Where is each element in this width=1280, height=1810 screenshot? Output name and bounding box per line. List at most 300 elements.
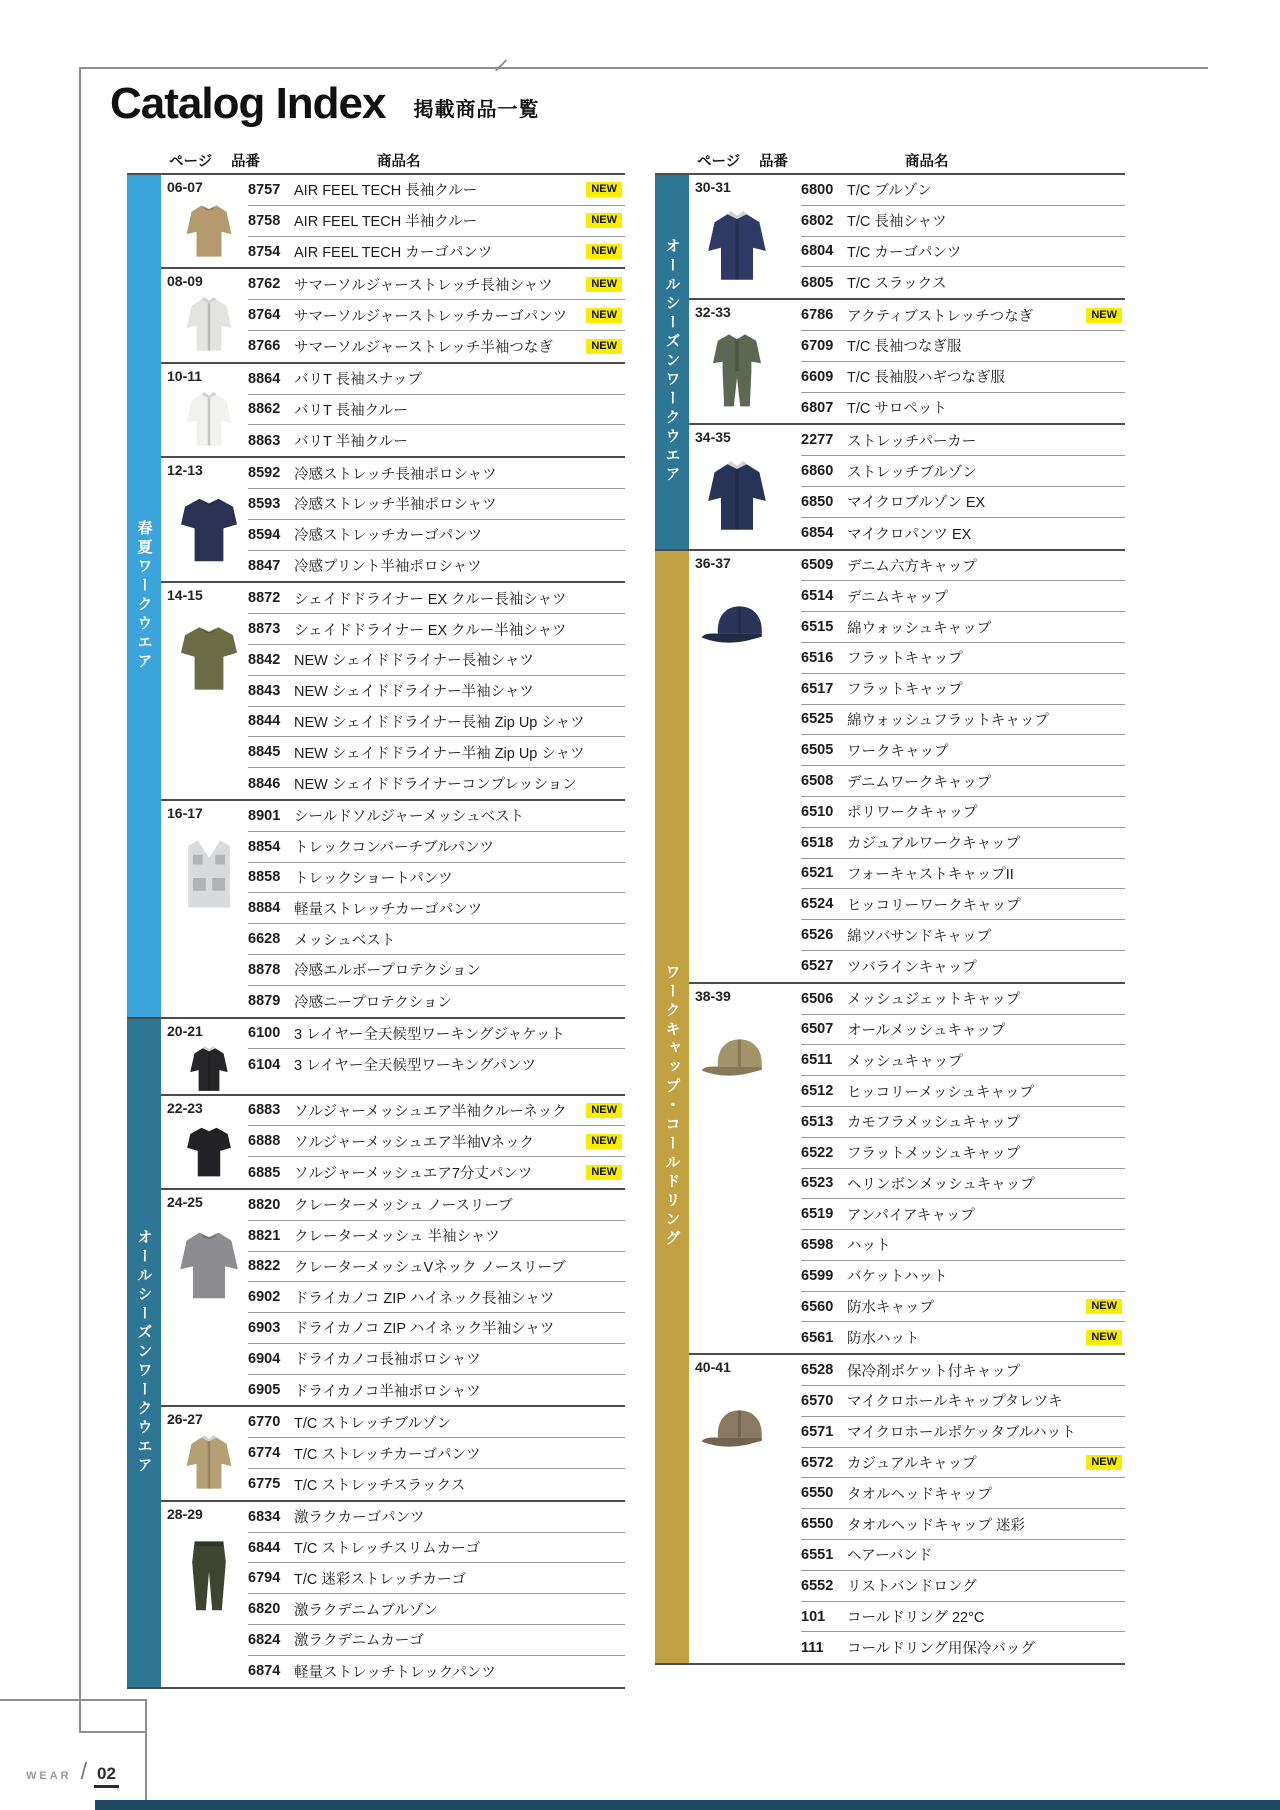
group-rows — [248, 1502, 625, 1687]
product-row — [248, 583, 625, 614]
corner-box-top-line — [0, 1699, 147, 1701]
group-rows — [248, 364, 625, 456]
product-row — [801, 237, 1125, 268]
product-name: サマーソルジャーストレッチ半袖つなぎ — [294, 339, 553, 356]
product-row — [248, 614, 625, 645]
product-code: 6552 — [801, 1577, 834, 1594]
page-range-label: 06-07 — [167, 179, 203, 195]
page-title: Catalog Index — [110, 79, 386, 128]
product-code: 6512 — [801, 1083, 834, 1099]
product-code: 6850 — [801, 493, 834, 510]
product-code: 6804 — [801, 243, 834, 260]
product-name: コールドリング用保冷バッグ — [847, 1641, 1035, 1658]
product-row — [248, 1563, 625, 1594]
group-label-cell — [161, 458, 248, 581]
section-label: オールシーズンワークウエア — [135, 1229, 153, 1477]
product-row — [801, 206, 1125, 237]
product-code: 111 — [801, 1639, 824, 1656]
product-group — [689, 1353, 1125, 1663]
product-code: 8872 — [248, 590, 281, 607]
group-label-cell — [161, 1407, 248, 1499]
footer-page-number: 02 — [94, 1764, 119, 1788]
product-group — [161, 1019, 625, 1094]
index-section — [127, 173, 625, 1017]
product-row — [248, 269, 625, 300]
product-code: 6516 — [801, 649, 834, 666]
product-code: 6844 — [248, 1539, 281, 1556]
product-row — [801, 1322, 1125, 1353]
product-row — [248, 425, 625, 456]
product-name: T/C ブルゾン — [847, 183, 932, 200]
section-groups — [689, 175, 1125, 549]
new-badge: NEW — [586, 339, 622, 354]
product-row — [248, 1533, 625, 1564]
product-code: 6802 — [801, 212, 834, 229]
group-rows — [248, 1190, 625, 1406]
page-range-label: 12-13 — [167, 462, 203, 479]
product-name: バリT 長袖クルー — [294, 402, 408, 419]
product-name: フラットメッシュキャップ — [847, 1146, 1021, 1163]
new-badge: NEW — [586, 182, 622, 197]
product-code: 8820 — [248, 1196, 281, 1213]
product-code: 8843 — [248, 682, 281, 699]
page-range-label: 10-11 — [167, 367, 203, 384]
product-row — [801, 1015, 1125, 1046]
product-name: ヘアーバンド — [847, 1548, 933, 1565]
product-code: 6505 — [801, 742, 834, 759]
product-name: ストレッチパーカー — [847, 433, 977, 450]
new-badge: NEW — [586, 244, 622, 259]
page-range-label: 08-09 — [167, 273, 203, 290]
product-row — [248, 1407, 625, 1438]
product-code: 8842 — [248, 651, 281, 668]
product-row — [248, 1282, 625, 1313]
product-code: 6883 — [248, 1102, 281, 1119]
product-name: マイクロパンツ EX — [847, 526, 972, 543]
product-code: 8764 — [248, 307, 281, 324]
product-code: 6521 — [801, 865, 834, 882]
product-row — [801, 175, 1125, 206]
product-name: ツバラインキャップ — [847, 959, 977, 976]
group-rows — [801, 551, 1125, 982]
product-name: AIR FEEL TECH カーゴパンツ — [294, 245, 493, 262]
product-row — [248, 707, 625, 738]
product-name: マイクロブルゾン EX — [847, 495, 986, 512]
product-row — [801, 797, 1125, 828]
product-row — [801, 1417, 1125, 1448]
page-range-label: 34-35 — [695, 429, 731, 446]
product-code: 8901 — [248, 807, 281, 824]
product-row — [801, 1292, 1125, 1323]
product-code: 6523 — [801, 1175, 834, 1192]
product-row — [801, 1045, 1125, 1076]
product-code: 8592 — [248, 465, 281, 482]
group-label-cell — [161, 364, 248, 456]
product-row — [248, 175, 625, 206]
product-code: 6524 — [801, 896, 834, 913]
product-code: 6774 — [248, 1445, 281, 1462]
product-code: 6794 — [248, 1570, 281, 1587]
product-group — [161, 1500, 625, 1687]
product-row — [801, 1632, 1125, 1663]
product-name: 保冷剤ポケット付キャップ — [847, 1363, 1021, 1380]
section-sidebar — [127, 1019, 161, 1687]
vest-icon — [169, 824, 249, 924]
new-badge: NEW — [586, 277, 622, 292]
product-name: NEW シェイドドライナー半袖シャツ — [294, 684, 534, 701]
section-label: ワークキャップ・コールドリング — [663, 964, 681, 1250]
product-row — [248, 237, 625, 268]
product-name: メッシュキャップ — [847, 1053, 963, 1070]
product-code: 6820 — [248, 1601, 281, 1618]
product-name: NEW シェイドドライナー半袖 Zip Up シャツ — [294, 745, 585, 762]
product-code: 6854 — [801, 525, 834, 542]
product-row — [248, 1313, 625, 1344]
product-name: 防水キャップ — [847, 1300, 934, 1317]
jacket-icon — [697, 198, 777, 291]
product-code: 6786 — [801, 307, 834, 324]
product-row — [801, 859, 1125, 890]
section-sidebar — [655, 175, 689, 549]
pants-icon — [169, 1525, 249, 1625]
product-row — [248, 676, 625, 707]
column-header-code: 品番 — [231, 154, 260, 170]
product-group — [161, 456, 625, 581]
product-row — [248, 986, 625, 1017]
product-row — [801, 612, 1125, 643]
product-row — [248, 1469, 625, 1500]
product-row — [801, 1386, 1125, 1417]
group-rows — [801, 1355, 1125, 1663]
product-code: 8863 — [248, 432, 281, 449]
product-code: 6561 — [801, 1329, 834, 1346]
product-name: タオルヘッドキャップ — [847, 1486, 992, 1503]
product-code: 6905 — [248, 1382, 281, 1399]
product-code: 6609 — [801, 368, 834, 385]
product-code: 6519 — [801, 1206, 834, 1223]
product-code: 6104 — [248, 1056, 281, 1073]
product-code: 6572 — [801, 1454, 834, 1471]
product-name: カモフラメッシュキャップ — [847, 1115, 1021, 1132]
product-name: アクティブストレッチつなぎ — [847, 308, 1034, 325]
product-row — [248, 395, 625, 426]
group-rows — [801, 984, 1125, 1354]
bottom-accent-bar — [95, 1800, 1280, 1810]
product-name: フォーキャストキャップII — [847, 866, 1014, 883]
product-name: フラットキャップ — [847, 651, 963, 668]
group-rows — [801, 425, 1125, 548]
product-code: 8879 — [248, 993, 281, 1010]
product-name: クレーターメッシュ ノースリーブ — [294, 1198, 513, 1215]
product-row — [248, 1019, 625, 1050]
product-row — [801, 1261, 1125, 1292]
product-code: 6527 — [801, 958, 834, 975]
product-name: アンパイアキャップ — [847, 1207, 975, 1224]
page-range-label: 22-23 — [167, 1099, 203, 1116]
frame-left-line — [79, 67, 81, 1733]
product-code: 6709 — [801, 337, 834, 354]
product-name: ソルジャーメッシュエア半袖Vネック — [294, 1134, 535, 1151]
product-code: 6518 — [801, 834, 834, 851]
index-column-left — [127, 146, 625, 1689]
coverall-icon — [697, 323, 777, 416]
product-name: 3 レイヤー全天候型ワーキングジャケット — [294, 1026, 565, 1043]
product-code: 6509 — [801, 557, 834, 574]
product-name: シールドソルジャーメッシュベスト — [294, 809, 525, 826]
product-name: マイクロホールキャップタレツキ — [847, 1394, 1063, 1411]
group-rows — [248, 1019, 625, 1094]
product-name: T/C ストレッチスラックス — [294, 1477, 466, 1494]
product-name: デニムワークキャップ — [847, 774, 992, 791]
corner-box-right-line — [145, 1699, 147, 1810]
group-rows — [248, 583, 625, 799]
product-name: 3 レイヤー全天候型ワーキングパンツ — [294, 1058, 537, 1075]
product-row — [248, 364, 625, 395]
product-name: バケットハット — [847, 1269, 948, 1286]
product-code: 6598 — [801, 1236, 834, 1253]
product-row — [801, 393, 1125, 424]
product-row — [248, 1625, 625, 1656]
product-code: 6834 — [248, 1508, 281, 1525]
product-name: サマーソルジャーストレッチ長袖シャツ — [294, 277, 553, 294]
product-name: T/C 迷彩ストレッチカーゴ — [294, 1571, 466, 1588]
group-label-cell — [689, 425, 801, 548]
product-name: ドライカノコ長袖ポロシャツ — [294, 1352, 481, 1369]
product-code: 6888 — [248, 1133, 281, 1150]
new-badge: NEW — [1086, 1455, 1122, 1470]
product-row — [248, 1656, 625, 1687]
product-row — [801, 674, 1125, 705]
page-range-label: 20-21 — [167, 1022, 203, 1039]
product-row — [801, 1107, 1125, 1138]
product-code: 6904 — [248, 1350, 281, 1367]
page-range-label: 14-15 — [167, 587, 203, 604]
group-label-cell — [689, 300, 801, 423]
product-code: 8884 — [248, 900, 281, 917]
product-row — [801, 735, 1125, 766]
product-row — [801, 1169, 1125, 1200]
product-code: 6551 — [801, 1546, 834, 1563]
group-rows — [248, 1407, 625, 1499]
product-row — [248, 551, 625, 582]
product-code: 2277 — [801, 432, 834, 449]
page-subtitle: 掲載商品一覧 — [413, 99, 540, 121]
product-row — [248, 206, 625, 237]
jacket-icon — [169, 1430, 249, 1492]
product-code: 8846 — [248, 775, 281, 792]
product-row — [248, 1157, 625, 1188]
group-rows — [801, 175, 1125, 298]
group-rows — [248, 269, 625, 361]
new-badge: NEW — [586, 308, 622, 323]
product-code: 8858 — [248, 869, 281, 886]
product-code: 6528 — [801, 1362, 834, 1379]
product-row — [248, 520, 625, 551]
product-code: 6510 — [801, 803, 834, 820]
product-name: ソルジャーメッシュエア7分丈パンツ — [294, 1166, 533, 1182]
product-name: ポリワークキャップ — [847, 805, 978, 822]
product-code: 8757 — [248, 181, 281, 198]
product-name: ドライカノコ ZIP ハイネック半袖シャツ — [294, 1321, 555, 1338]
page-range-label: 24-25 — [167, 1193, 203, 1210]
product-name: T/C 長袖つなぎ服 — [847, 339, 962, 356]
product-row — [248, 801, 625, 832]
product-name: オールメッシュキャップ — [847, 1022, 1006, 1039]
product-row — [248, 1344, 625, 1375]
product-code: 6800 — [801, 181, 834, 198]
product-group — [689, 175, 1125, 298]
product-code: 6525 — [801, 711, 834, 728]
new-badge: NEW — [586, 1165, 622, 1180]
product-code: 101 — [801, 1608, 826, 1625]
section-label: 春夏ワークウエア — [135, 519, 153, 672]
product-group — [689, 298, 1125, 423]
product-row — [248, 1126, 625, 1157]
group-rows — [801, 300, 1125, 423]
section-label: オールシーズンワークウエア — [663, 238, 681, 486]
product-row — [248, 1190, 625, 1221]
product-row — [801, 1230, 1125, 1261]
page-range-label: 30-31 — [695, 179, 731, 195]
product-row — [248, 1594, 625, 1625]
product-code: 6628 — [248, 931, 281, 948]
product-name: AIR FEEL TECH 長袖クルー — [294, 183, 478, 200]
product-name: フラットキャップ — [847, 682, 963, 699]
product-name: メッシュベスト — [294, 932, 396, 949]
product-name: ドライカノコ ZIP ハイネック長袖シャツ — [294, 1290, 555, 1307]
product-name: シェイドドライナー EX クルー半袖シャツ — [294, 622, 567, 639]
product-row — [801, 951, 1125, 982]
index-section — [655, 173, 1125, 549]
product-code: 6570 — [801, 1392, 834, 1409]
group-rows — [248, 1096, 625, 1188]
product-code: 6903 — [248, 1319, 281, 1336]
group-label-cell — [161, 1019, 248, 1094]
product-row — [801, 456, 1125, 487]
product-name: デニム六方キャップ — [847, 558, 977, 575]
product-name: ストレッチブルゾン — [847, 464, 977, 481]
group-label-cell — [161, 175, 248, 267]
product-name: NEW シェイドドライナーコンプレッション — [294, 777, 577, 794]
section-groups — [161, 175, 625, 1017]
product-code: 6100 — [248, 1025, 281, 1042]
group-rows — [248, 175, 625, 267]
product-code: 8844 — [248, 713, 281, 730]
product-row — [801, 1602, 1125, 1633]
product-name: バリT 長袖スナップ — [294, 372, 423, 389]
product-code: 8758 — [248, 212, 281, 229]
product-row — [801, 300, 1125, 331]
product-name: ハット — [847, 1238, 891, 1255]
product-row — [801, 1509, 1125, 1540]
product-code: 8594 — [248, 526, 281, 543]
product-code: 8845 — [248, 744, 281, 761]
product-name: ヒッコリーメッシュキャップ — [847, 1084, 1035, 1101]
product-code: 6514 — [801, 588, 834, 605]
product-row — [801, 705, 1125, 736]
product-row — [801, 581, 1125, 612]
product-code: 6511 — [801, 1052, 833, 1069]
frame-top-line — [80, 67, 1208, 69]
product-row — [248, 1375, 625, 1406]
product-row — [801, 1540, 1125, 1571]
index-section — [655, 549, 1125, 1666]
product-row — [801, 984, 1125, 1015]
new-badge: NEW — [586, 213, 622, 228]
product-name: NEW シェイドドライナー長袖 Zip Up シャツ — [294, 714, 585, 731]
product-name: ヒッコリーワークキャップ — [847, 897, 1021, 914]
product-name: T/C 長袖股ハギつなぎ服 — [847, 370, 1005, 387]
product-name: 冷感ストレッチ長袖ポロシャツ — [294, 466, 497, 483]
index-section — [127, 1017, 625, 1689]
product-code: 8878 — [248, 961, 281, 978]
product-code: 8593 — [248, 495, 281, 512]
product-code: 6805 — [801, 274, 834, 291]
column-header-page: ページ — [169, 154, 213, 170]
group-rows — [248, 801, 625, 1017]
product-row — [248, 1502, 625, 1533]
product-name: 冷感ニープロテクション — [294, 994, 452, 1011]
product-code: 8766 — [248, 338, 281, 355]
product-name: 綿ウォッシュキャップ — [847, 620, 992, 637]
product-name: ヘリンボンメッシュキャップ — [847, 1176, 1035, 1193]
group-label-cell — [161, 1190, 248, 1406]
product-code: 6885 — [248, 1164, 281, 1181]
group-label-cell — [161, 1502, 248, 1687]
page-header — [110, 79, 540, 128]
product-group — [161, 1094, 625, 1188]
product-name: T/C ストレッチブルゾン — [294, 1415, 452, 1432]
column-header-page: ページ — [697, 154, 741, 170]
product-row — [801, 1355, 1125, 1386]
product-row — [248, 768, 625, 799]
column-header-code: 品番 — [759, 154, 788, 170]
product-group — [689, 423, 1125, 548]
shirt-short-icon — [169, 606, 249, 706]
product-code: 6770 — [248, 1414, 281, 1431]
frame-bottom-line — [79, 1731, 147, 1733]
product-row — [248, 645, 625, 676]
product-row — [801, 1448, 1125, 1479]
product-row — [801, 1076, 1125, 1107]
product-row — [248, 1096, 625, 1127]
cap-icon — [697, 1007, 777, 1107]
product-name: コールドリング 22°C — [847, 1610, 985, 1627]
new-badge: NEW — [586, 1103, 622, 1118]
product-row — [248, 737, 625, 768]
product-name: NEW シェイドドライナー長袖シャツ — [294, 653, 534, 670]
product-code: 6550 — [801, 1516, 834, 1533]
new-badge: NEW — [586, 1134, 622, 1149]
footer-brand: WEAR — [26, 1770, 72, 1782]
product-code: 8847 — [248, 557, 281, 574]
page-range-label: 32-33 — [695, 304, 731, 321]
product-name: T/C カーゴパンツ — [847, 244, 962, 261]
section-groups — [689, 551, 1125, 1664]
product-row — [801, 1138, 1125, 1169]
shirt-short-icon — [169, 481, 249, 574]
product-group — [161, 799, 625, 1017]
product-name: 綿ツバサンドキャップ — [847, 928, 991, 945]
product-name: クレーターメッシュVネック ノースリーブ — [294, 1259, 566, 1276]
product-code: 6560 — [801, 1298, 834, 1315]
product-name: 綿ウォッシュフラットキャップ — [847, 712, 1049, 729]
column-header-name: 商品名 — [905, 154, 949, 170]
section-groups — [161, 1019, 625, 1687]
product-row — [248, 489, 625, 520]
new-badge: NEW — [1086, 308, 1122, 323]
product-code: 6550 — [801, 1485, 834, 1502]
